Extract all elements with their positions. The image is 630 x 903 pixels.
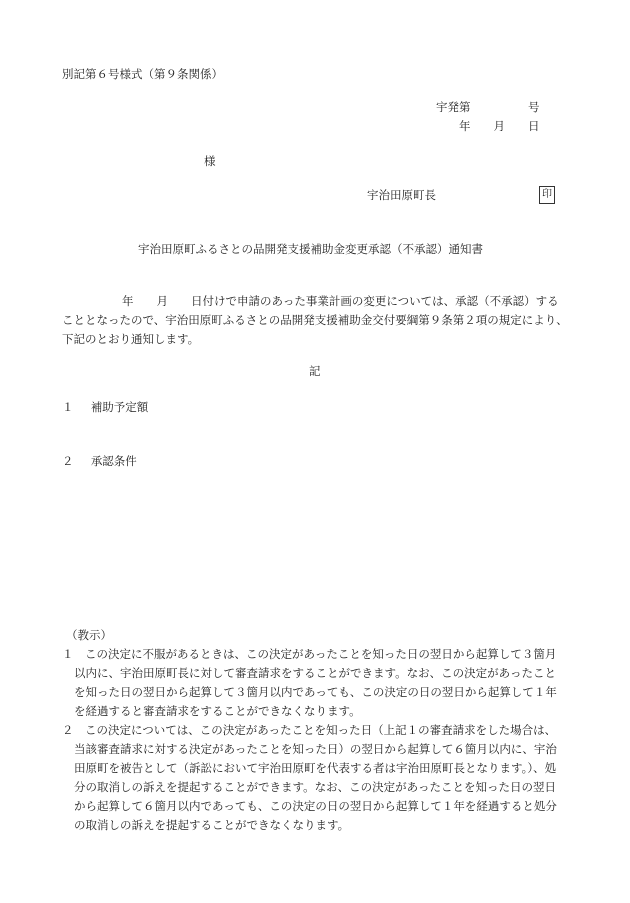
- issuer-name: 宇治田原町長: [367, 188, 436, 202]
- ki-heading: 記: [309, 364, 321, 378]
- notice-heading: （教示）: [66, 628, 112, 642]
- notice-line: を知った日の翌日から起算して３箇月以内であっても、この決定の日の翌日から起算して１年: [74, 685, 557, 699]
- document-number: 宇発第 号: [436, 100, 540, 114]
- notice-item-1: [62, 645, 572, 721]
- body-line: 下記のとおり通知します。: [62, 332, 200, 346]
- document-date: 年 月 日: [459, 119, 540, 133]
- notice-item-2: [62, 721, 572, 835]
- addressee-suffix: 様: [204, 154, 216, 168]
- body-line: 年 月 日付けで申請のあった事業計画の変更については、承認（不承認）する: [122, 294, 559, 308]
- item-approval-conditions: [62, 453, 137, 469]
- notice-line: 分の取消しの訴えを提起することができます。なお、この決定があったことを知った日の翌日: [74, 780, 556, 794]
- notice-line: 当該審査請求に対する決定があったことを知った日）の翌日から起算して６箇月以内に、宇治: [74, 742, 557, 756]
- item-label: 承認条件: [90, 454, 137, 468]
- notice-line: を経過すると審査請求をすることができなくなります。: [74, 704, 361, 718]
- body-paragraph: [62, 292, 570, 349]
- notice-line: １ この決定に不服があるときは、この決定があったことを知った日の翌日から起算して３箇月: [62, 647, 557, 661]
- notice-line: から起算して６箇月以内であっても、この決定の日の翌日から起算して１年を経過すると処分: [74, 799, 557, 813]
- form-label: 別記第６号様式（第９条関係）: [62, 67, 223, 81]
- body-line: こととなったので、宇治田原町ふるさとの品開発支援補助金交付要綱第９条第２項の規定により、: [62, 313, 568, 327]
- seal-mark: 印: [539, 186, 555, 204]
- notice-line: の取消しの訴えを提起することができなくなります。: [74, 818, 350, 832]
- notice-line: 田原町を被告として（訴訟において宇治田原町を代表する者は宇治田原町長となります。）、処: [74, 761, 557, 775]
- notice-line: ２ この決定については、この決定があったことを知った日（上記１の審査請求をした場合は、: [62, 723, 557, 737]
- document-title: 宇治田原町ふるさとの品開発支援補助金変更承認（不承認）通知書: [138, 242, 483, 256]
- item-subsidy-amount: [62, 399, 148, 415]
- item-number: ２: [62, 454, 74, 468]
- notice-line: 以内に、宇治田原町長に対して審査請求をすることができます。なお、この決定があったこと: [74, 666, 556, 680]
- item-number: １: [62, 400, 74, 414]
- item-label: 補助予定額: [90, 400, 149, 414]
